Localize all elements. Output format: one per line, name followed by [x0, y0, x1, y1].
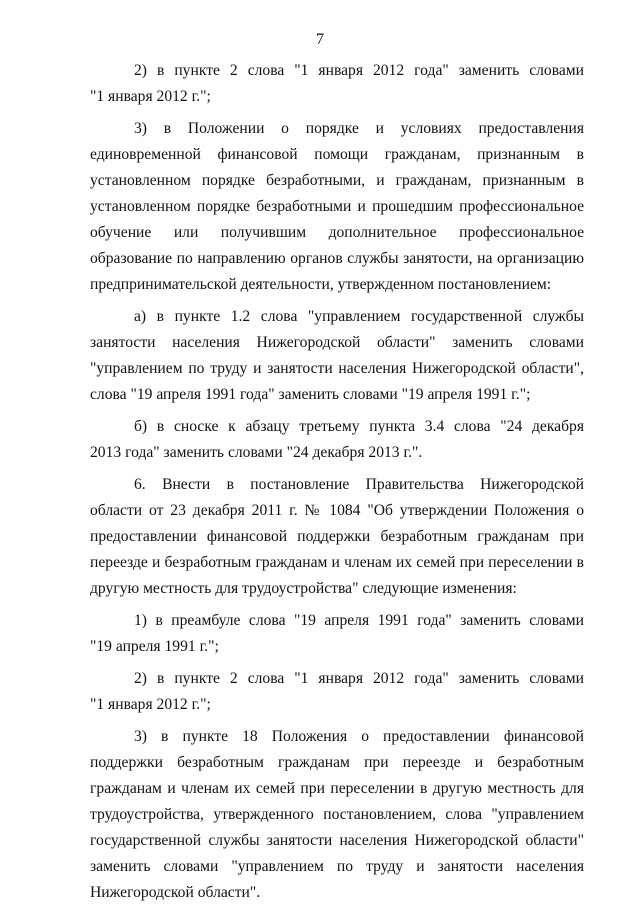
text-line: занятости населения Нижегородской области" заменить словами [90, 334, 584, 351]
text-line: б) в сноске к абзацу третьему пункта 3.4 слова "24 декабря [134, 418, 584, 435]
text-line: 3) в Положении о порядке и условиях предоставления [134, 120, 584, 137]
text-line: переезде и безработным гражданам и членам их семей при переселении в [90, 554, 584, 571]
paragraph [90, 116, 584, 298]
text-line: государственной службы занятости населения Нижегородской области" [90, 832, 584, 849]
text-line: единовременной финансовой помощи гражданам, признанным в [90, 146, 584, 163]
text-line: поддержки безработным гражданам при переезде и безработным [90, 754, 584, 771]
paragraph [90, 414, 584, 466]
text-line: образование по направлению органов службы занятости, на организацию [90, 250, 584, 267]
paragraph [90, 608, 584, 660]
text-line: Нижегородской области". [90, 884, 261, 901]
text-line: слова "19 апреля 1991 года" заменить словами "19 апреля 1991 г."; [90, 386, 531, 403]
document-body [90, 58, 584, 912]
text-line: 3) в пункте 18 Положения о предоставлении финансовой [134, 728, 584, 745]
text-line: другую местность для трудоустройства" следующие изменения: [90, 580, 517, 597]
text-line: установленном порядке безработными и прошедшим профессиональное [90, 198, 584, 215]
text-line: а) в пункте 1.2 слова "управлением государственной службы [134, 308, 584, 325]
paragraph [90, 724, 584, 906]
text-line: "1 января 2012 г."; [90, 88, 211, 105]
text-line: 2) в пункте 2 слова "1 января 2012 года" заменить словами [134, 670, 584, 687]
text-line: 6. Внести в постановление Правительства Нижегородской [134, 476, 584, 493]
text-line: установленном порядке безработными, и гражданам, признанным в [90, 172, 584, 189]
text-line: обучение или получившим дополнительное профессиональное [90, 224, 584, 241]
text-line: 2) в пункте 2 слова "1 января 2012 года" заменить словами [134, 62, 584, 79]
paragraph [90, 304, 584, 408]
text-line: 1) в преамбуле слова "19 апреля 1991 года" заменить словами [134, 612, 584, 629]
text-line: предоставлении финансовой поддержки безработным гражданам при [90, 528, 584, 545]
text-line: "управлением по труду и занятости населения Нижегородской области", [90, 360, 584, 377]
text-line: заменить словами "управлением по труду и занятости населения [90, 858, 584, 875]
paragraph [90, 472, 584, 602]
paragraph [90, 58, 584, 110]
text-line: области от 23 декабря 2011 г. № 1084 "Об утверждении Положения о [90, 502, 584, 519]
text-line: "1 января 2012 г."; [90, 696, 211, 713]
text-line: "19 апреля 1991 г."; [90, 638, 219, 655]
text-line: трудоустройства, утвержденного постановлением, слова "управлением [90, 806, 584, 823]
page-number: 7 [316, 31, 324, 48]
text-line: предпринимательской деятельности, утвержденном постановлением: [90, 276, 552, 293]
text-line: гражданам и членам их семей при переселении в другую местность для [90, 780, 584, 797]
text-line: 2013 года" заменить словами "24 декабря 2013 г.". [90, 444, 423, 461]
paragraph [90, 666, 584, 718]
